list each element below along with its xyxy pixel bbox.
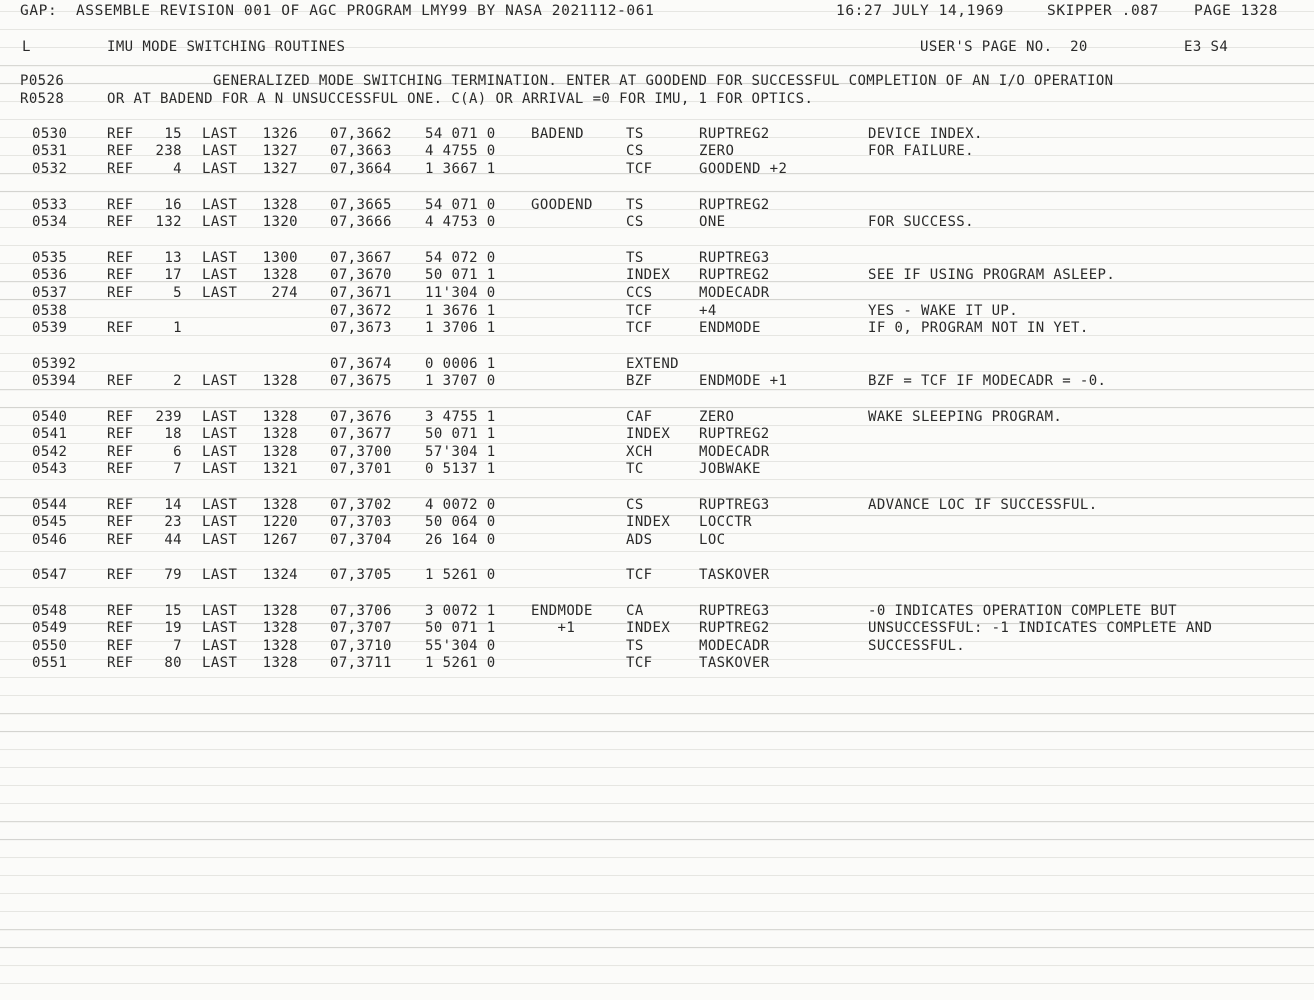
- opcode: CA: [626, 603, 644, 619]
- ref-keyword: REF: [107, 603, 134, 619]
- ref-count: 17: [164, 267, 182, 283]
- last-keyword: LAST: [202, 409, 238, 425]
- comment: UNSUCCESSFUL: -1 INDICATES COMPLETE AND: [868, 620, 1213, 636]
- address: 07,3676: [330, 409, 392, 425]
- operand: RUPTREG3: [699, 603, 770, 619]
- code-label: +1: [531, 620, 576, 636]
- line-number: 0546: [32, 532, 68, 548]
- last-keyword: LAST: [202, 214, 238, 230]
- last-page: 1328: [262, 444, 298, 460]
- line-number: 0539: [32, 320, 68, 336]
- opcode: CS: [626, 214, 644, 230]
- last-keyword: LAST: [202, 267, 238, 283]
- address: 07,3677: [330, 426, 392, 442]
- line-number: 0534: [32, 214, 68, 230]
- ref-count: 6: [173, 444, 182, 460]
- ref-count: 7: [173, 638, 182, 654]
- address: 07,3706: [330, 603, 392, 619]
- octal-code: 1 5261 0: [425, 655, 496, 671]
- operand: MODECADR: [699, 638, 770, 654]
- opcode: XCH: [626, 444, 653, 460]
- last-keyword: LAST: [202, 197, 238, 213]
- operand: LOCCTR: [699, 514, 752, 530]
- address: 07,3711: [330, 655, 392, 671]
- page-header: [0, 2, 1278, 20]
- octal-code: 11'304 0: [425, 285, 496, 301]
- operand: ENDMODE: [699, 320, 761, 336]
- operand: JOBWAKE: [699, 461, 761, 477]
- line-number: R0528: [20, 91, 65, 107]
- last-page: 1328: [262, 655, 298, 671]
- last-keyword: LAST: [202, 143, 238, 159]
- ref-count: 18: [164, 426, 182, 442]
- last-page: 274: [271, 285, 298, 301]
- ref-keyword: REF: [107, 461, 134, 477]
- opcode: INDEX: [626, 426, 671, 442]
- line-number: 0551: [32, 655, 68, 671]
- last-page: 1328: [262, 497, 298, 513]
- code-label: BADEND: [531, 126, 584, 142]
- last-page: 1328: [262, 373, 298, 389]
- user-id: SKIPPER .087: [1047, 3, 1159, 19]
- address: 07,3674: [330, 356, 392, 372]
- ref-count: 238: [155, 143, 182, 159]
- octal-code: 3 4755 1: [425, 409, 496, 425]
- line-number: 05392: [32, 356, 77, 372]
- ref-keyword: REF: [107, 638, 134, 654]
- last-keyword: LAST: [202, 620, 238, 636]
- address: 07,3663: [330, 143, 392, 159]
- octal-code: 1 3706 1: [425, 320, 496, 336]
- octal-code: 54 072 0: [425, 250, 496, 266]
- comment: ADVANCE LOC IF SUCCESSFUL.: [868, 497, 1098, 513]
- last-keyword: LAST: [202, 161, 238, 177]
- address: 07,3662: [330, 126, 392, 142]
- line-number: 0535: [32, 250, 68, 266]
- opcode: TCF: [626, 320, 653, 336]
- comment: IF 0, PROGRAM NOT IN YET.: [868, 320, 1089, 336]
- octal-code: 0 5137 1: [425, 461, 496, 477]
- opcode: CCS: [626, 285, 653, 301]
- ref-count: 13: [164, 250, 182, 266]
- comment: -0 INDICATES OPERATION COMPLETE BUT: [868, 603, 1178, 619]
- operand: LOC: [699, 532, 726, 548]
- last-page: 1327: [262, 143, 298, 159]
- octal-code: 50 064 0: [425, 514, 496, 530]
- section-header: [0, 38, 1229, 56]
- operand: GOODEND +2: [699, 161, 788, 177]
- operand: RUPTREG3: [699, 250, 770, 266]
- last-page: 1328: [262, 267, 298, 283]
- operand: RUPTREG2: [699, 267, 770, 283]
- last-keyword: LAST: [202, 285, 238, 301]
- operand: MODECADR: [699, 444, 770, 460]
- last-keyword: LAST: [202, 567, 238, 583]
- comment: BZF = TCF IF MODECADR = -0.: [868, 373, 1107, 389]
- line-number: 0530: [32, 126, 68, 142]
- line-number: 0542: [32, 444, 68, 460]
- octal-code: 54 071 0: [425, 126, 496, 142]
- opcode: EXTEND: [626, 356, 679, 372]
- last-page: 1328: [262, 638, 298, 654]
- line-number: 0541: [32, 426, 68, 442]
- ref-keyword: REF: [107, 320, 134, 336]
- ref-count: 5: [173, 285, 182, 301]
- assembly-line: GAP: ASSEMBLE REVISION 001 OF AGC PROGRAM LMY99 BY NASA 2021112-061: [20, 3, 655, 19]
- address: 07,3664: [330, 161, 392, 177]
- last-page: 1220: [262, 514, 298, 530]
- octal-code: 26 164 0: [425, 532, 496, 548]
- opcode: TC: [626, 461, 644, 477]
- octal-code: 1 3676 1: [425, 303, 496, 319]
- address: 07,3703: [330, 514, 392, 530]
- last-page: 1267: [262, 532, 298, 548]
- octal-code: 50 071 1: [425, 267, 496, 283]
- operand: TASKOVER: [699, 567, 770, 583]
- last-page: 1320: [262, 214, 298, 230]
- ref-count: 79: [164, 567, 182, 583]
- ref-keyword: REF: [107, 267, 134, 283]
- operand: RUPTREG3: [699, 497, 770, 513]
- last-keyword: LAST: [202, 250, 238, 266]
- octal-code: 54 071 0: [425, 197, 496, 213]
- ref-keyword: REF: [107, 161, 134, 177]
- line-number: 0540: [32, 409, 68, 425]
- page-number: PAGE 1328: [1194, 3, 1278, 19]
- line-number: 0538: [32, 303, 68, 319]
- last-page: 1328: [262, 603, 298, 619]
- address: 07,3702: [330, 497, 392, 513]
- operand: ONE: [699, 214, 726, 230]
- last-keyword: LAST: [202, 497, 238, 513]
- operand: ZERO: [699, 143, 735, 159]
- ref-count: 44: [164, 532, 182, 548]
- last-page: 1327: [262, 161, 298, 177]
- last-keyword: LAST: [202, 461, 238, 477]
- last-keyword: LAST: [202, 655, 238, 671]
- ref-keyword: REF: [107, 514, 134, 530]
- operand: RUPTREG2: [699, 620, 770, 636]
- address: 07,3671: [330, 285, 392, 301]
- operand: ZERO: [699, 409, 735, 425]
- ref-count: 1: [173, 320, 182, 336]
- ref-count: 2: [173, 373, 182, 389]
- opcode: INDEX: [626, 514, 671, 530]
- operand: RUPTREG2: [699, 197, 770, 213]
- octal-code: 4 0072 0: [425, 497, 496, 513]
- octal-code: 55'304 0: [425, 638, 496, 654]
- address: 07,3666: [330, 214, 392, 230]
- octal-code: 50 071 1: [425, 620, 496, 636]
- opcode: TS: [626, 197, 644, 213]
- address: 07,3700: [330, 444, 392, 460]
- ref-count: 19: [164, 620, 182, 636]
- line-number: 0545: [32, 514, 68, 530]
- line-number: 0549: [32, 620, 68, 636]
- line-number: 0533: [32, 197, 68, 213]
- intro-text: OR AT BADEND FOR A N UNSUCCESSFUL ONE. C(A) OR ARRIVAL =0 FOR IMU, 1 FOR OPTICS.: [107, 91, 814, 107]
- ref-keyword: REF: [107, 250, 134, 266]
- address: 07,3704: [330, 532, 392, 548]
- comment: SEE IF USING PROGRAM ASLEEP.: [868, 267, 1116, 283]
- opcode: CAF: [626, 409, 653, 425]
- last-keyword: LAST: [202, 426, 238, 442]
- opcode: TCF: [626, 567, 653, 583]
- log-marker: L: [22, 39, 31, 55]
- last-page: 1324: [262, 567, 298, 583]
- address: 07,3710: [330, 638, 392, 654]
- ref-count: 7: [173, 461, 182, 477]
- comment: FOR SUCCESS.: [868, 214, 974, 230]
- section-title: IMU MODE SWITCHING ROUTINES: [107, 39, 346, 55]
- ref-keyword: REF: [107, 126, 134, 142]
- sheet-marker: E3 S4: [1184, 39, 1229, 55]
- last-page: 1328: [262, 409, 298, 425]
- line-number: 0543: [32, 461, 68, 477]
- ref-count: 16: [164, 197, 182, 213]
- code-label: GOODEND: [531, 197, 593, 213]
- opcode: INDEX: [626, 620, 671, 636]
- address: 07,3673: [330, 320, 392, 336]
- ref-keyword: REF: [107, 620, 134, 636]
- octal-code: 1 5261 0: [425, 567, 496, 583]
- opcode: TCF: [626, 655, 653, 671]
- line-number: 0548: [32, 603, 68, 619]
- ref-keyword: REF: [107, 655, 134, 671]
- line-number: P0526: [20, 73, 65, 89]
- ref-keyword: REF: [107, 532, 134, 548]
- last-keyword: LAST: [202, 532, 238, 548]
- code-label: ENDMODE: [531, 603, 593, 619]
- last-keyword: LAST: [202, 126, 238, 142]
- ref-count: 132: [155, 214, 182, 230]
- opcode: BZF: [626, 373, 653, 389]
- octal-code: 4 4753 0: [425, 214, 496, 230]
- line-number: 0537: [32, 285, 68, 301]
- line-number: 0531: [32, 143, 68, 159]
- opcode: TCF: [626, 303, 653, 319]
- ref-count: 23: [164, 514, 182, 530]
- opcode: TS: [626, 250, 644, 266]
- address: 07,3670: [330, 267, 392, 283]
- address: 07,3667: [330, 250, 392, 266]
- operand: RUPTREG2: [699, 426, 770, 442]
- address: 07,3701: [330, 461, 392, 477]
- ref-keyword: REF: [107, 444, 134, 460]
- opcode: CS: [626, 143, 644, 159]
- timestamp: 16:27 JULY 14,1969: [836, 3, 1004, 19]
- ref-count: 15: [164, 126, 182, 142]
- operand: TASKOVER: [699, 655, 770, 671]
- octal-code: 57'304 1: [425, 444, 496, 460]
- line-number: 0532: [32, 161, 68, 177]
- intro-text: GENERALIZED MODE SWITCHING TERMINATION. ENTER AT GOODEND FOR SUCCESSFUL COMPLETION OF AN I/O OPERATION: [107, 73, 1114, 89]
- ref-count: 14: [164, 497, 182, 513]
- comment: SUCCESSFUL.: [868, 638, 966, 654]
- octal-code: 0 0006 1: [425, 356, 496, 372]
- operand: RUPTREG2: [699, 126, 770, 142]
- opcode: TCF: [626, 161, 653, 177]
- ref-count: 239: [155, 409, 182, 425]
- comment: WAKE SLEEPING PROGRAM.: [868, 409, 1063, 425]
- line-number: 05394: [32, 373, 77, 389]
- comment: YES - WAKE IT UP.: [868, 303, 1019, 319]
- operand: MODECADR: [699, 285, 770, 301]
- opcode: TS: [626, 126, 644, 142]
- operand: +4: [699, 303, 717, 319]
- ref-count: 15: [164, 603, 182, 619]
- last-keyword: LAST: [202, 444, 238, 460]
- address: 07,3705: [330, 567, 392, 583]
- operand: ENDMODE +1: [699, 373, 788, 389]
- octal-code: 4 4755 0: [425, 143, 496, 159]
- line-number: 0536: [32, 267, 68, 283]
- comment: FOR FAILURE.: [868, 143, 974, 159]
- octal-code: 1 3667 1: [425, 161, 496, 177]
- octal-code: 1 3707 0: [425, 373, 496, 389]
- opcode: INDEX: [626, 267, 671, 283]
- last-page: 1300: [262, 250, 298, 266]
- opcode: CS: [626, 497, 644, 513]
- opcode: ADS: [626, 532, 653, 548]
- ref-keyword: REF: [107, 197, 134, 213]
- ref-keyword: REF: [107, 497, 134, 513]
- comment: DEVICE INDEX.: [868, 126, 983, 142]
- line-number: 0544: [32, 497, 68, 513]
- last-page: 1328: [262, 620, 298, 636]
- ref-keyword: REF: [107, 285, 134, 301]
- ref-keyword: REF: [107, 373, 134, 389]
- last-keyword: LAST: [202, 514, 238, 530]
- octal-code: 3 0072 1: [425, 603, 496, 619]
- last-page: 1328: [262, 197, 298, 213]
- address: 07,3672: [330, 303, 392, 319]
- ref-keyword: REF: [107, 214, 134, 230]
- octal-code: 50 071 1: [425, 426, 496, 442]
- ref-keyword: REF: [107, 409, 134, 425]
- line-number: 0547: [32, 567, 68, 583]
- last-keyword: LAST: [202, 638, 238, 654]
- last-page: 1328: [262, 426, 298, 442]
- line-number: 0550: [32, 638, 68, 654]
- address: 07,3665: [330, 197, 392, 213]
- last-keyword: LAST: [202, 373, 238, 389]
- last-keyword: LAST: [202, 603, 238, 619]
- ref-keyword: REF: [107, 426, 134, 442]
- ref-count: 80: [164, 655, 182, 671]
- opcode: TS: [626, 638, 644, 654]
- ref-count: 4: [173, 161, 182, 177]
- address: 07,3675: [330, 373, 392, 389]
- address: 07,3707: [330, 620, 392, 636]
- last-page: 1321: [262, 461, 298, 477]
- last-page: 1326: [262, 126, 298, 142]
- ref-keyword: REF: [107, 143, 134, 159]
- ref-keyword: REF: [107, 567, 134, 583]
- users-page-number: USER'S PAGE NO. 20: [920, 39, 1088, 55]
